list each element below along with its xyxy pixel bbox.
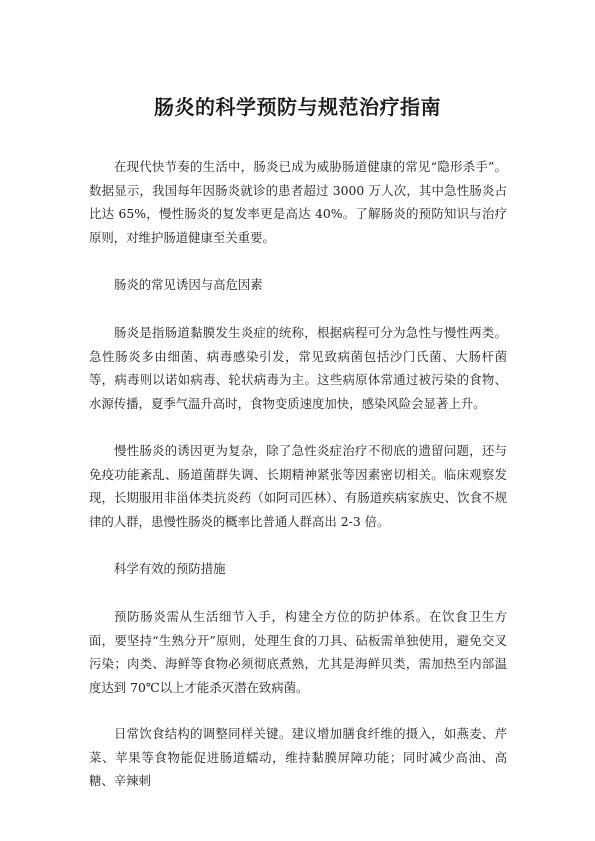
prevention-paragraph-hygiene: 预防肠炎需从生活细节入手，构建全方位的防护体系。在饮食卫生方面，要坚持“生熟分开”原则，处理生食的刀具、砧板需单独使用，避免交叉污染；肉类、海鲜等食物必须彻底煮熟，尤其是海鲜贝类，需加热至内部温度达到 70℃以上才能杀灭潜在致病菌。 [89,609,507,695]
section-heading-causes: 肠炎的常见诱因与高危因素 [114,277,263,292]
causes-paragraph-chronic: 慢性肠炎的诱因更为复杂，除了急性炎症治疗不彻底的遗留问题，还与免疫功能紊乱、肠道菌群失调、长期精神紧张等因素密切相关。临床观察发现，长期服用非甾体类抗炎药（如阿司匹林）、有肠道疾病家族史、饮食不规律的人群，患慢性肠炎的概率比普通人群高出 2-3 倍。 [89,443,507,529]
causes-paragraph-acute: 肠炎是指肠道黏膜发生炎症的统称，根据病程可分为急性与慢性两类。急性肠炎多由细菌、病毒感染引发，常见致病菌包括沙门氏菌、大肠杆菌等，病毒则以诺如病毒、轮状病毒为主。这些病原体常通过被污染的食物、水源传播，夏季气温升高时，食物变质速度加快，感染风险会显著上升。 [89,325,507,411]
prevention-paragraph-diet: 日常饮食结构的调整同样关键。建议增加膳食纤维的摄入，如燕麦、芹菜、苹果等食物能促进肠道蠕动，维持黏膜屏障功能；同时减少高油、高糖、辛辣刺 [89,726,507,788]
document-title: 肠炎的科学预防与规范治疗指南 [154,95,441,119]
section-heading-prevention: 科学有效的预防措施 [114,561,226,576]
intro-paragraph: 在现代快节奏的生活中，肠炎已成为威胁肠道健康的常见“隐形杀手”。数据显示，我国每年因肠炎就诊的患者超过 3000 万人次，其中急性肠炎占比达 65%，慢性肠炎的复发率更是高达 40%。了解肠炎的预防知识与治疗原则，对维护肠道健康至关重要。 [89,159,507,245]
